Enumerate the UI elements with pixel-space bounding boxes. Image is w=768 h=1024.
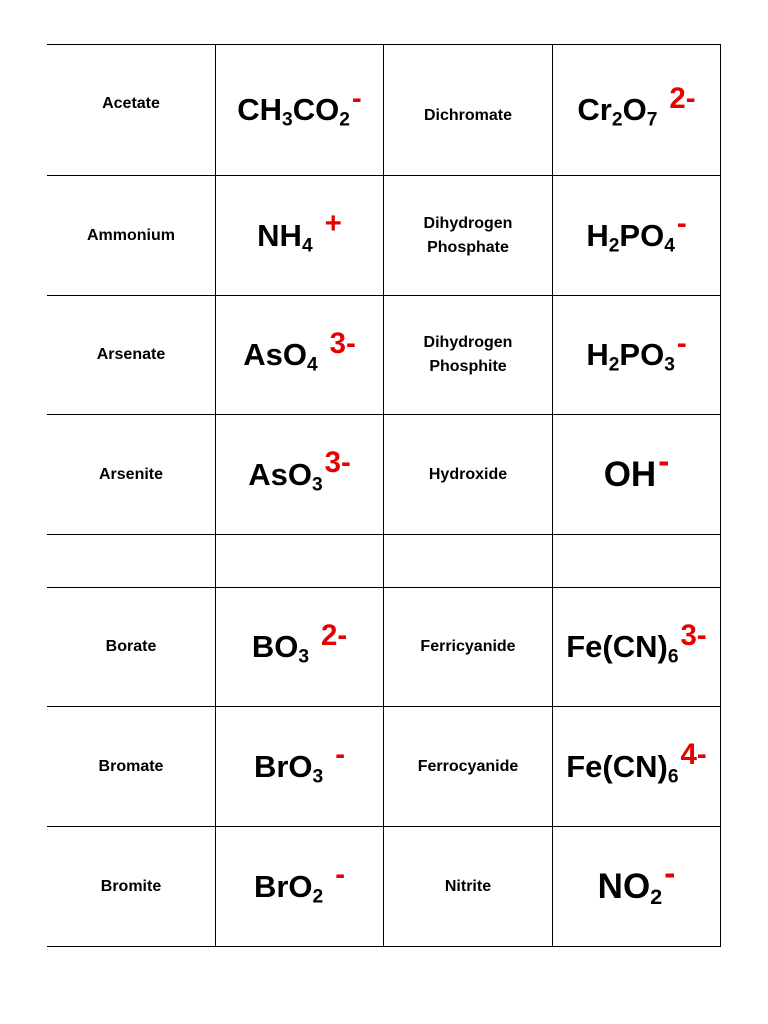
ion-name-cell (47, 707, 215, 826)
table-row-empty (47, 535, 720, 588)
formula-symbol: AsO (243, 337, 307, 373)
ion-charge: - (335, 858, 346, 892)
ion-name: Dichromate (423, 107, 513, 124)
formula-symbol: NO (597, 866, 651, 906)
ion-name: Dihydrogen Phosphite (423, 334, 513, 375)
ion-name-cell (383, 707, 552, 826)
ion-name: Hydroxide (428, 465, 508, 483)
formula-symbol: NH (257, 217, 302, 253)
ion-name: Ferricyanide (420, 638, 516, 655)
ion-formula-cell (215, 45, 383, 175)
formula-symbol: Fe(CN) (566, 748, 668, 784)
ion-name-cell (383, 176, 552, 295)
formula-subscript: 4 (664, 235, 675, 257)
formula-symbol: Fe(CN) (566, 629, 668, 665)
ion-name-cell (47, 176, 215, 295)
formula-subscript: 3 (312, 766, 324, 788)
ion-formula-cell (215, 588, 383, 706)
formula-subscript: 2 (650, 883, 663, 909)
formula-subscript: 2 (608, 354, 620, 376)
ion-name-cell (47, 45, 215, 175)
formula-subscript: 2 (312, 886, 324, 908)
ion-name: Ammonium (87, 226, 175, 244)
formula-subscript: 3 (298, 646, 309, 668)
ion-formula (566, 738, 707, 788)
ion-formula (237, 81, 362, 131)
table-row (47, 415, 720, 535)
ion-charge: 2- (321, 618, 348, 652)
ion-name: Dihydrogen Phosphate (423, 214, 513, 256)
formula-symbol: BO (251, 629, 299, 665)
ion-charge: - (664, 854, 676, 892)
ion-name-cell (383, 296, 552, 414)
formula-symbol: PO (619, 337, 665, 373)
ion-charge: - (676, 207, 687, 241)
ion-charge: - (351, 81, 362, 115)
table-row (47, 588, 720, 707)
ion-formula-cell (215, 296, 383, 414)
ion-charge: - (658, 442, 670, 480)
empty-cell (47, 535, 215, 587)
formula-subscript: 2 (339, 109, 350, 131)
formula-subscript: 7 (646, 109, 658, 131)
table-row (47, 707, 720, 827)
ion-formula (248, 446, 351, 496)
ion-charge: 3- (329, 326, 356, 360)
ion-formula-cell (215, 827, 383, 946)
ion-name: Bromite (100, 877, 162, 895)
ion-charge: 4- (680, 738, 707, 772)
ion-formula-cell (552, 415, 720, 534)
ion-name: Acetate (102, 95, 160, 112)
formula-subscript: 6 (667, 766, 679, 788)
ion-formula-cell (215, 176, 383, 295)
ion-name-cell (47, 415, 215, 534)
ion-name: Borate (105, 638, 157, 655)
formula-symbol: H (586, 337, 609, 373)
ion-formula (577, 81, 696, 131)
empty-cell (383, 535, 552, 587)
ion-formula-cell (552, 707, 720, 826)
ion-formula (251, 618, 348, 668)
ion-formula-cell (552, 176, 720, 295)
ion-name: Ferrocyanide (417, 757, 519, 775)
formula-subscript: 4 (306, 354, 318, 376)
formula-subscript: 2 (608, 235, 620, 257)
formula-symbol: AsO (248, 456, 312, 492)
formula-subscript: 3 (664, 354, 675, 376)
ion-name: Arsenite (98, 465, 164, 483)
ion-charge: 3- (680, 618, 707, 652)
ion-name-cell (383, 415, 552, 534)
ion-formula (603, 442, 670, 494)
ion-formula (253, 858, 346, 908)
ion-formula-cell (552, 45, 720, 175)
ion-formula-cell (552, 588, 720, 706)
empty-cell (552, 535, 720, 587)
formula-subscript: 3 (311, 474, 323, 496)
ion-table (47, 44, 721, 947)
formula-symbol: BrO (253, 868, 313, 904)
formula-symbol: PO (619, 217, 665, 253)
ion-formula-cell (215, 415, 383, 534)
ion-name-cell (47, 827, 215, 946)
ion-name: Arsenate (96, 346, 166, 363)
ion-formula (586, 326, 687, 376)
formula-symbol: OH (603, 454, 657, 494)
ion-formula (586, 207, 687, 257)
ion-name-cell (383, 588, 552, 706)
ion-formula (257, 207, 342, 257)
ion-name-cell (383, 827, 552, 946)
ion-formula-cell (215, 707, 383, 826)
formula-symbol: H (586, 217, 609, 253)
ion-name: Bromate (98, 757, 164, 775)
ion-charge: 2- (669, 81, 696, 115)
table-row (47, 827, 720, 946)
ion-name-cell (47, 588, 215, 706)
ion-charge: - (335, 738, 346, 772)
formula-subscript: 3 (282, 109, 293, 131)
formula-symbol: CO (292, 92, 340, 128)
formula-symbol: BrO (253, 748, 313, 784)
table-row (47, 176, 720, 296)
ion-formula-cell (552, 296, 720, 414)
formula-subscript: 6 (667, 646, 679, 668)
ion-name-cell (383, 45, 552, 175)
ion-charge: 3- (324, 446, 351, 480)
ion-formula (597, 854, 676, 909)
ion-formula-cell (552, 827, 720, 946)
formula-symbol: CH (237, 92, 283, 128)
ion-name-cell (47, 296, 215, 414)
ion-charge: + (324, 207, 342, 241)
ion-formula (566, 618, 707, 668)
ion-name: Nitrite (444, 877, 492, 895)
table-row (47, 296, 720, 415)
formula-symbol: O (622, 92, 647, 128)
formula-subscript: 4 (301, 235, 313, 257)
formula-subscript: 2 (611, 109, 623, 131)
formula-symbol: Cr (577, 92, 612, 128)
empty-cell (215, 535, 383, 587)
table-row (47, 45, 720, 176)
ion-charge: - (676, 326, 687, 360)
ion-formula (253, 738, 346, 788)
ion-formula (243, 326, 356, 376)
